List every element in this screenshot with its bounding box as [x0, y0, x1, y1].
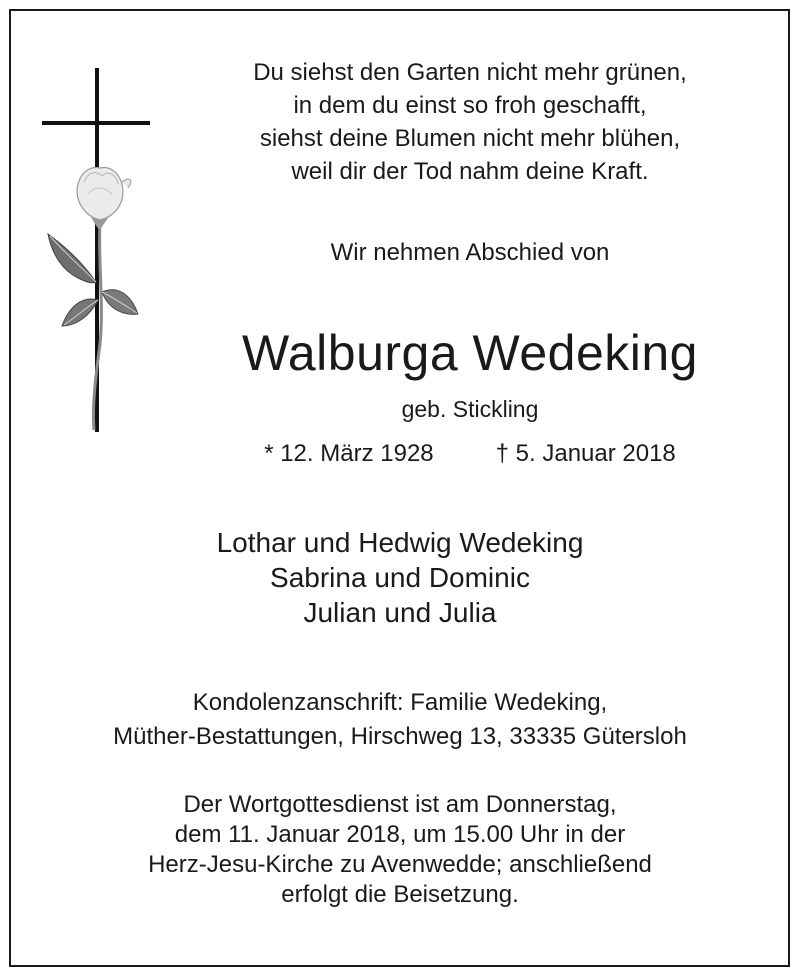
mourner-line: Sabrina und Dominic [270, 562, 530, 593]
poem-line: in dem du einst so froh geschafft, [293, 92, 647, 119]
birth-date: * 12. März 1928 [264, 440, 434, 467]
death-date: † 5. Januar 2018 [495, 440, 676, 467]
mourner-line: Lothar und Hedwig Wedeking [216, 527, 584, 558]
service-line: dem 11. Januar 2018, um 15.00 Uhr in der [174, 821, 626, 848]
poem-line: weil dir der Tod nahm deine Kraft. [291, 158, 649, 185]
cross-with-rose-icon [38, 64, 150, 436]
funeral-service-info [0, 790, 800, 910]
farewell-intro: Wir nehmen Abschied von [330, 239, 610, 266]
address-line: Kondolenzanschrift: Familie Wedeking, [192, 689, 608, 716]
life-dates [180, 437, 760, 470]
service-line: Der Wortgottesdienst ist am Donnerstag, [183, 791, 617, 818]
address-line: Müther-Bestattungen, Hirschweg 13, 33335 Gütersloh [113, 723, 687, 750]
poem [180, 56, 760, 188]
service-line: erfolgt die Beisetzung. [281, 881, 519, 908]
mourners-list [0, 525, 800, 630]
mourner-line: Julian und Julia [303, 597, 497, 628]
deceased-name: Walburga Wedeking [242, 325, 698, 381]
condolence-address [0, 686, 800, 754]
poem-line: siehst deine Blumen nicht mehr blühen, [259, 125, 681, 152]
service-line: Herz-Jesu-Kirche zu Avenwedde; anschließend [148, 851, 652, 878]
birth-name: geb. Stickling [401, 396, 539, 422]
poem-line: Du siehst den Garten nicht mehr grünen, [253, 59, 687, 86]
